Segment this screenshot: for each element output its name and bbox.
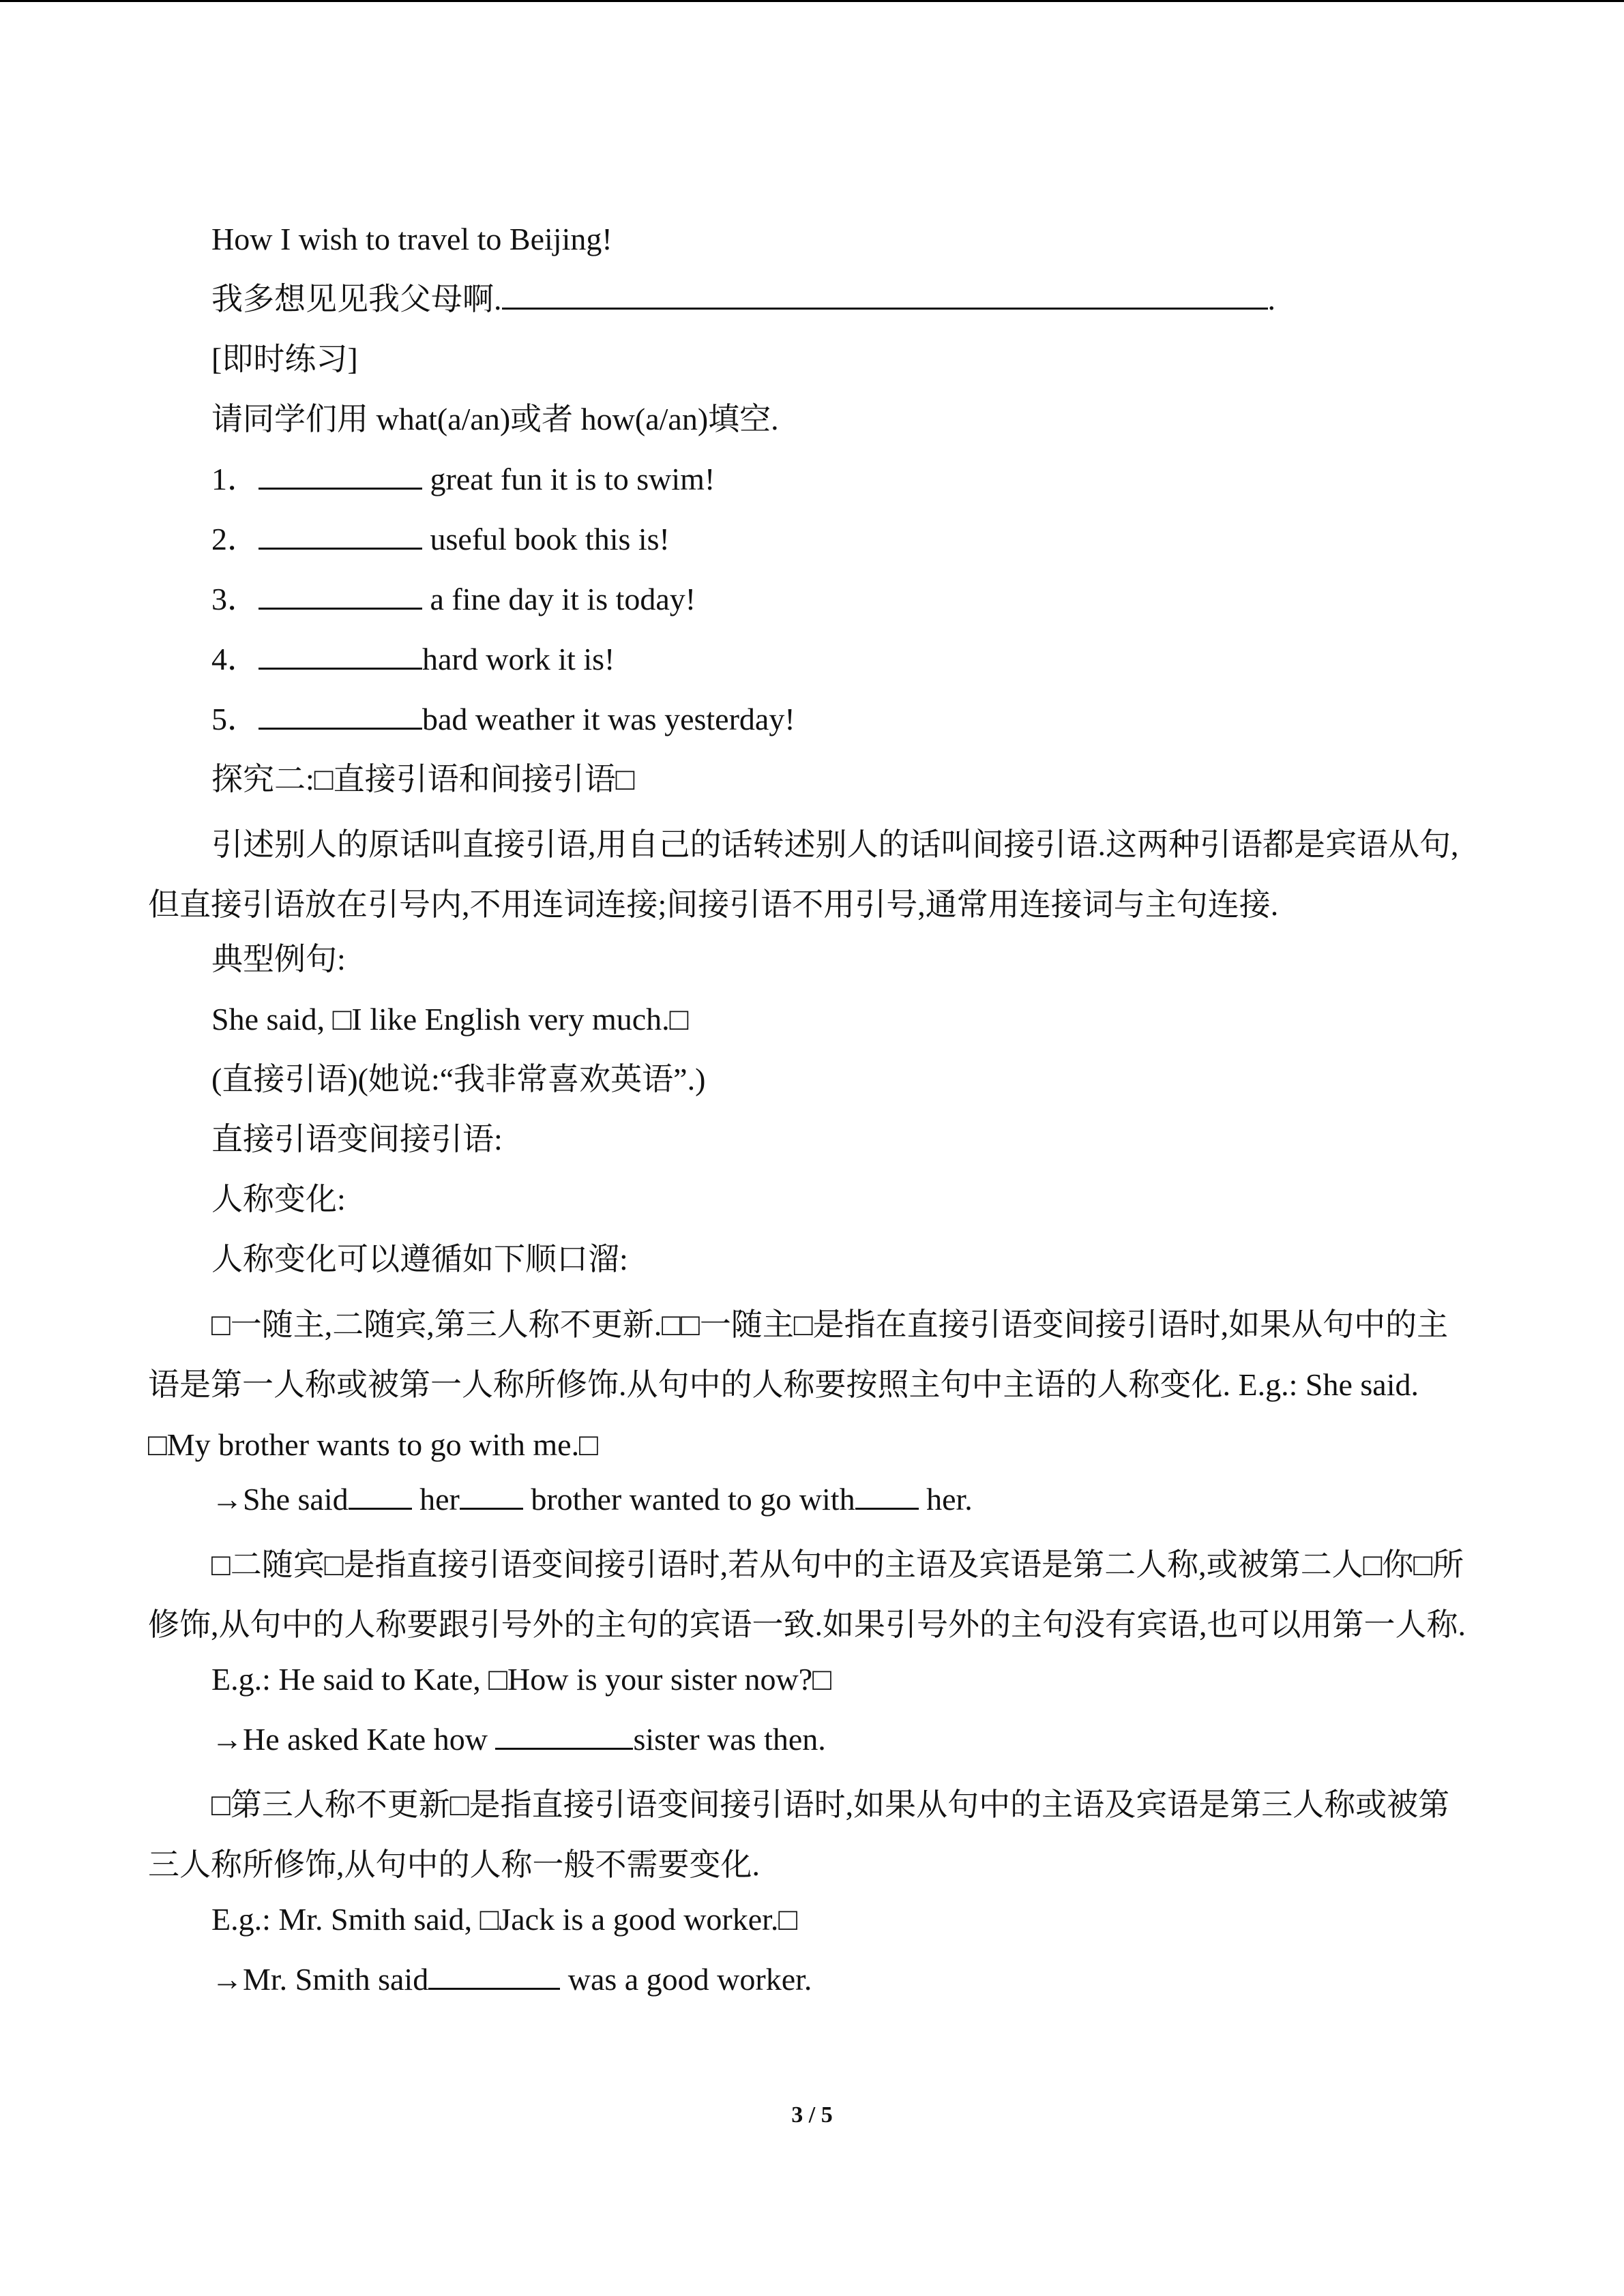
answer-blank[interactable] [259, 700, 422, 730]
answer-blank[interactable] [855, 1480, 919, 1510]
example-translation: (直接引语)(她说:“我非常喜欢英语”.) [211, 1062, 706, 1097]
paragraph-second-person-rule: □二随宾□是指直接引语变间接引语时,若从句中的主语及宾语是第二人称,或被第二人□你□所修饰,从句中的人称要跟引号外的主句的宾语一致.如果引号外的主句没有宾语,也可以用第一人称. [148, 1547, 1466, 1642]
exercise-period: . [1267, 282, 1275, 316]
page-number: 3 / 5 [791, 2102, 833, 2128]
item-number: 3． [211, 582, 259, 616]
exercise-prompt: 我多想见见我父母啊. [211, 282, 502, 316]
item-number: 1． [211, 462, 259, 496]
paragraph-definition: 引述别人的原话叫直接引语,用自己的话转述别人的话叫间接引语.这两种引语都是宾语从句,但直接引语放在引号内,不用连词连接;间接引语不用引号,通常用连接词与主句连接. [148, 827, 1459, 922]
practice-item-2 [148, 515, 1478, 575]
item-text: useful book this is! [422, 522, 670, 556]
answer-blank[interactable] [495, 1720, 633, 1750]
top-border-line [0, 0, 1624, 2]
answer-blank[interactable] [349, 1480, 412, 1510]
practice-instruction: 请同学们用 what(a/an)或者 how(a/an)填空. [211, 402, 779, 436]
answer-blank[interactable] [460, 1480, 523, 1510]
exercise-text: sister was then. [633, 1722, 826, 1757]
item-text: a fine day it is today! [422, 582, 696, 616]
answer-blank[interactable] [259, 580, 422, 610]
answer-blank[interactable] [259, 640, 422, 670]
example-sentence: How I wish to travel to Beijing! [211, 222, 612, 256]
rhyme-intro: 人称变化可以遵循如下顺口溜: [211, 1242, 628, 1277]
item-text: bad weather it was yesterday! [422, 702, 795, 736]
exercise-text: was a good worker. [560, 1962, 812, 1997]
exercise-first-person [148, 1475, 1478, 1535]
answer-blank[interactable] [259, 520, 422, 550]
item-text: hard work it is! [422, 642, 615, 676]
item-text: great fun it is to swim! [422, 462, 715, 496]
label-typical-examples: 典型例句: [211, 942, 346, 976]
paragraph-third-person-rule: □第三人称不更新□是指直接引语变间接引语时,如果从句中的主语及宾语是第三人称或被第三人称所修饰,从句中的人称一般不需要变化. [148, 1787, 1450, 1882]
exercise-second-person [148, 1715, 1478, 1775]
answer-blank[interactable] [428, 1960, 560, 1990]
practice-item-1 [148, 455, 1478, 515]
exercise-text: →Mr. Smith said [211, 1962, 429, 1997]
answer-blank[interactable] [502, 280, 1268, 310]
practice-item-3 [148, 575, 1478, 635]
exercise-text: →He asked Kate how [211, 1722, 496, 1757]
exercise-text: brother wanted to go with [522, 1482, 855, 1517]
paragraph-first-person-rule: □一随主,二随宾,第三人称不更新.□□一随主□是指在直接引语变间接引语时,如果从句中的主语是第一人称或被第一人称所修饰.从句中的人称要按照主句中主语的人称变化. E.g.: She said. □My brother wants to go with me.□ [148, 1307, 1449, 1462]
item-number: 5． [211, 702, 259, 736]
practice-item-5 [148, 695, 1478, 755]
translation-exercise [148, 275, 1478, 335]
item-number: 4． [211, 642, 259, 676]
example-direct-speech: She said, □I like English very much.□ [211, 1002, 689, 1037]
answer-blank[interactable] [259, 460, 422, 490]
practice-item-4 [148, 635, 1478, 695]
example-third-person: E.g.: Mr. Smith said, □Jack is a good worker.□ [211, 1902, 798, 1937]
item-number: 2． [211, 522, 259, 556]
subheading-conversion: 直接引语变间接引语: [211, 1122, 503, 1157]
exercise-third-person [148, 1955, 1478, 2015]
exercise-text: her. [918, 1482, 973, 1517]
subheading-person-change: 人称变化: [211, 1182, 346, 1217]
example-second-person: E.g.: He said to Kate, □How is your sister now?□ [211, 1662, 831, 1697]
exercise-text: →She said [211, 1482, 349, 1517]
section-heading-explore-2: 探究二:□直接引语和间接引语□ [211, 762, 635, 796]
exercise-text: her [411, 1482, 460, 1517]
document-body [148, 215, 1478, 2015]
section-heading-practice: [即时练习] [211, 342, 358, 376]
